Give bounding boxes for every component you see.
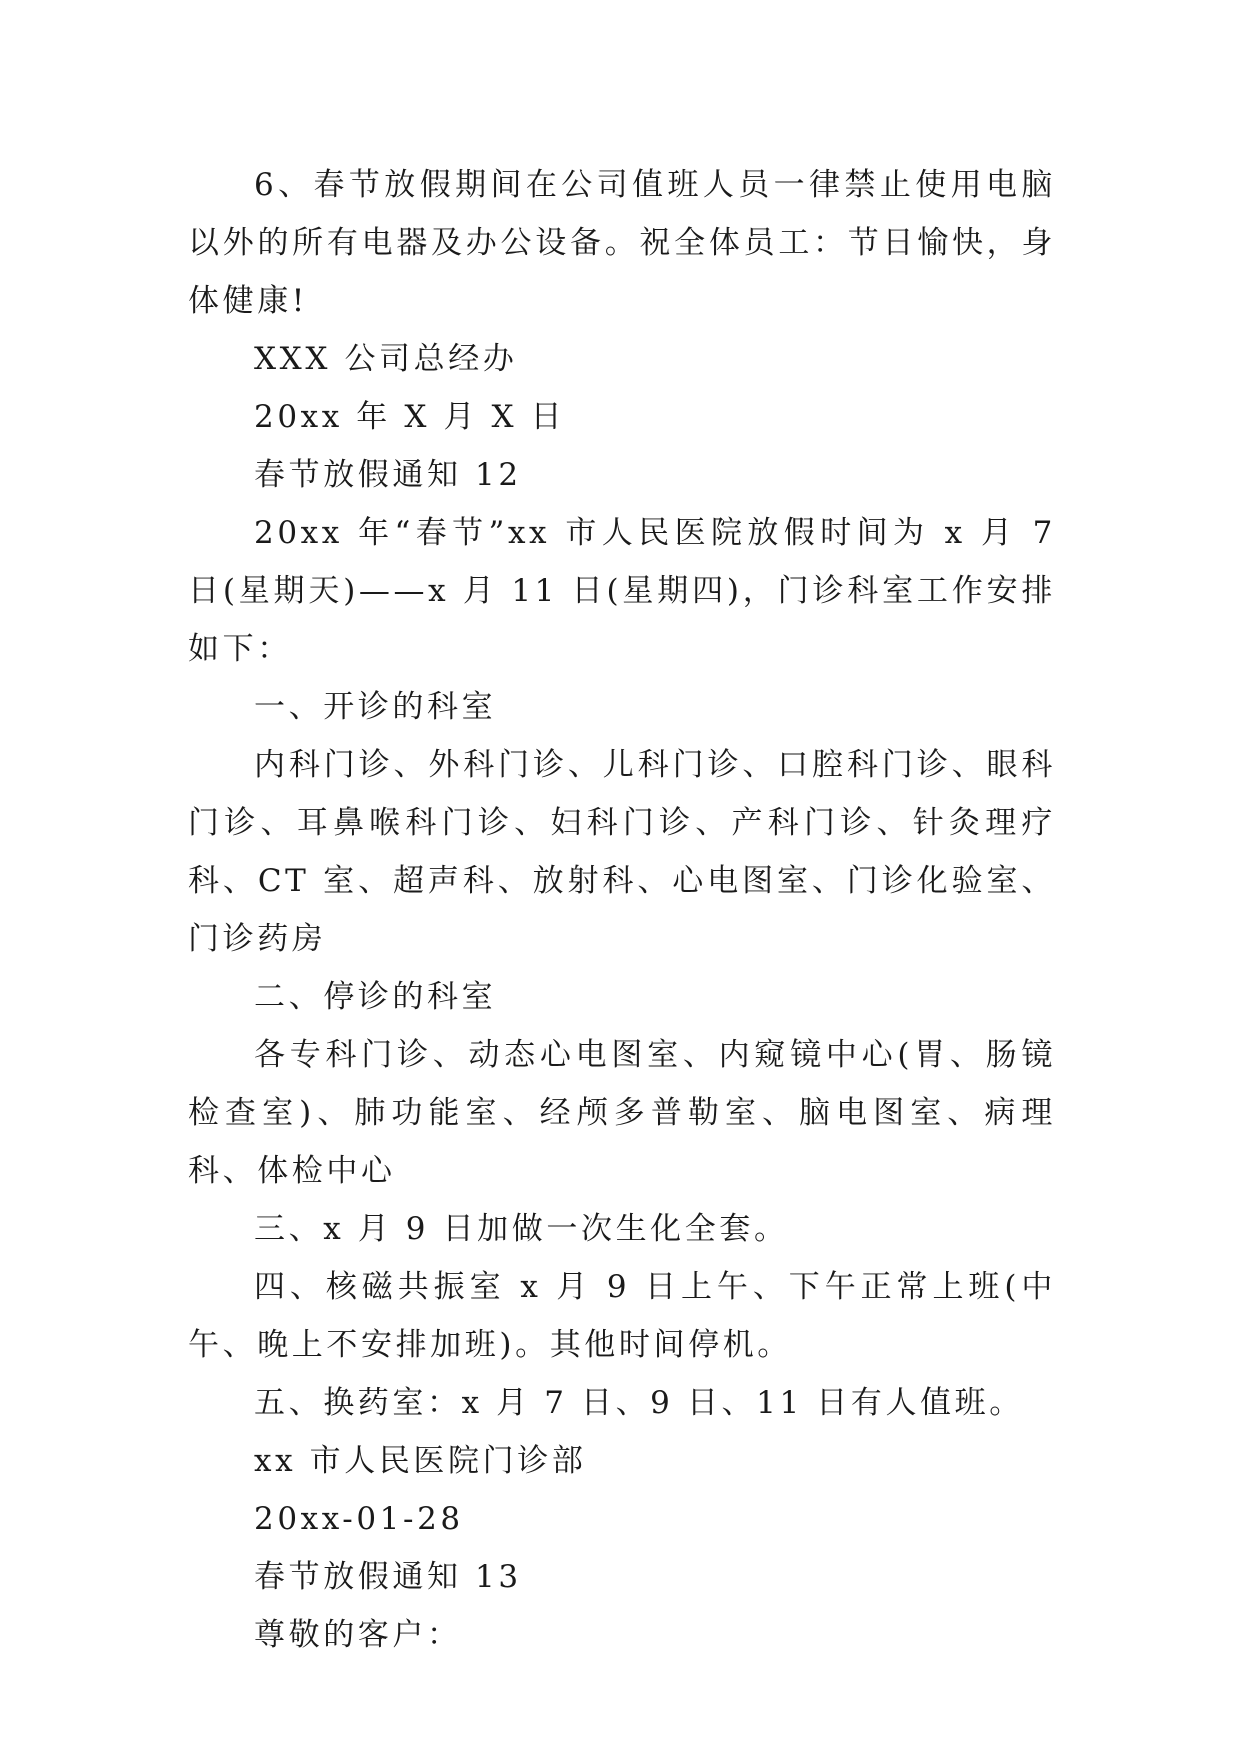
signature-hospital-outpatient: xx 市人民医院门诊部	[254, 1443, 587, 1479]
paragraph-duty-rules: 6、春节放假期间在公司值班人员一律禁止使用电脑以外的所有电器及办公设备。祝全体员工：节日愉快，身体健康!	[188, 167, 1056, 319]
paragraph-closed-departments: 各专科门诊、动态心电图室、内窥镜中心(胃、肠镜检查室)、肺功能室、经颅多普勒室、脑电图室、病理科、体检中心	[188, 1037, 1056, 1189]
salutation: 尊敬的客户：	[254, 1617, 462, 1653]
section-heading-closed-departments: 二、停诊的科室	[254, 979, 497, 1015]
paragraph-holiday-period: 20xx 年“春节”xx 市人民医院放假时间为 x 月 7 日(星期天)——x 月 11 日(星期四)，门诊科室工作安排如下：	[188, 515, 1056, 667]
signature-company-office: XXX 公司总经办	[254, 341, 518, 377]
item-dressing-room: 五、换药室：x 月 7 日、9 日、11 日有人值班。	[254, 1385, 1024, 1421]
item-mri-room: 四、核磁共振室 x 月 9 日上午、下午正常上班(中午、晚上不安排加班)。其他时间停机。	[188, 1269, 1056, 1363]
notice-title-13: 春节放假通知 13	[254, 1559, 522, 1595]
item-biochemistry: 三、x 月 9 日加做一次生化全套。	[254, 1211, 789, 1247]
notice-title-12: 春节放假通知 12	[254, 457, 522, 493]
paragraph-open-departments: 内科门诊、外科门诊、儿科门诊、口腔科门诊、眼科门诊、耳鼻喉科门诊、妇科门诊、产科门诊、针灸理疗科、CT 室、超声科、放射科、心电图室、门诊化验室、门诊药房	[188, 747, 1056, 957]
section-heading-open-departments: 一、开诊的科室	[254, 689, 497, 725]
signature-date: 20xx 年 X 月 X 日	[254, 399, 566, 435]
signature-hospital-date: 20xx-01-28	[254, 1501, 464, 1537]
document-body	[188, 156, 1056, 1664]
